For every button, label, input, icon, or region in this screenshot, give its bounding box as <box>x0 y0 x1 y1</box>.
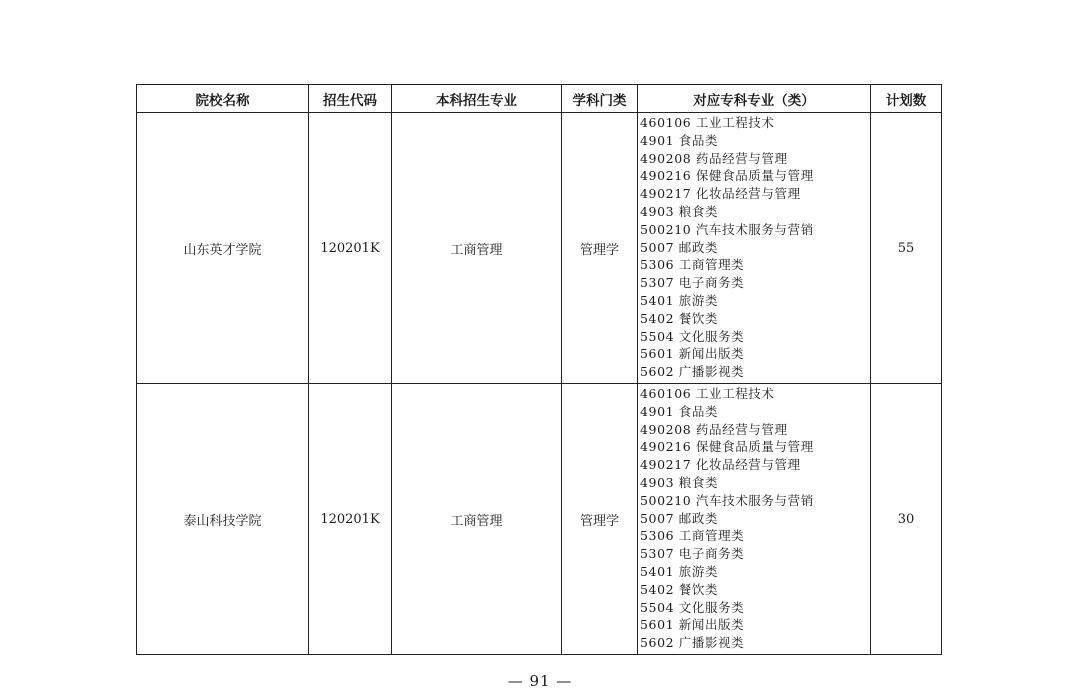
related-major-item: 5306 工商管理类 <box>640 257 745 273</box>
related-major-item: 5402 餐饮类 <box>640 310 719 326</box>
related-majors-list <box>640 114 870 381</box>
related-major-item: 5504 文化服务类 <box>640 328 745 344</box>
enrollment-code-cell: 120201K <box>309 113 392 384</box>
table-header-row <box>137 85 942 113</box>
related-major-item: 5602 广播影视类 <box>640 635 745 651</box>
related-major-item: 460106 工业工程技术 <box>640 386 775 401</box>
header-discipline-category: 学科门类 <box>562 85 638 113</box>
header-undergraduate-major: 本科招生专业 <box>392 85 562 113</box>
related-major-item: 5601 新闻出版类 <box>640 346 745 362</box>
plan-count-cell: 30 <box>871 384 942 655</box>
related-majors-list <box>640 385 870 652</box>
related-major-item: 5007 邮政类 <box>640 239 719 255</box>
table-row <box>137 384 942 655</box>
related-major-item: 5402 餐饮类 <box>640 581 719 597</box>
related-major-item: 4903 粮食类 <box>640 203 719 219</box>
related-major-item: 5007 邮政类 <box>640 510 719 526</box>
category-cell: 管理学 <box>562 113 638 384</box>
related-major-item: 4901 食品类 <box>640 132 719 148</box>
related-major-item: 460106 工业工程技术 <box>640 115 775 130</box>
related-majors-cell <box>638 384 871 655</box>
table-row <box>137 113 942 384</box>
related-major-item: 4901 食品类 <box>640 403 719 419</box>
related-majors-cell <box>638 113 871 384</box>
related-major-item: 5307 电子商务类 <box>640 275 745 291</box>
enrollment-code-cell: 120201K <box>309 384 392 655</box>
related-major-item: 490217 化妆品经营与管理 <box>640 186 801 202</box>
enrollment-plan-table <box>136 84 942 655</box>
header-related-majors: 对应专科专业（类） <box>638 85 871 113</box>
category-cell: 管理学 <box>562 384 638 655</box>
related-major-item: 500210 汽车技术服务与营销 <box>640 492 814 508</box>
header-school-name: 院校名称 <box>137 85 309 113</box>
major-cell: 工商管理 <box>392 384 562 655</box>
related-major-item: 490217 化妆品经营与管理 <box>640 457 801 473</box>
related-major-item: 490216 保健食品质量与管理 <box>640 439 814 455</box>
major-cell: 工商管理 <box>392 113 562 384</box>
school-name-cell: 泰山科技学院 <box>137 384 309 655</box>
page-number: — 91 — <box>507 672 573 690</box>
related-major-item: 5306 工商管理类 <box>640 528 745 544</box>
related-major-item: 5401 旅游类 <box>640 292 719 308</box>
related-major-item: 5601 新闻出版类 <box>640 617 745 633</box>
header-plan-count: 计划数 <box>871 85 942 113</box>
plan-count-cell: 55 <box>871 113 942 384</box>
related-major-item: 490208 药品经营与管理 <box>640 150 788 166</box>
related-major-item: 490208 药品经营与管理 <box>640 421 788 437</box>
related-major-item: 5307 电子商务类 <box>640 546 745 562</box>
related-major-item: 5401 旅游类 <box>640 563 719 579</box>
related-major-item: 4903 粮食类 <box>640 474 719 490</box>
related-major-item: 5504 文化服务类 <box>640 599 745 615</box>
related-major-item: 500210 汽车技术服务与营销 <box>640 221 814 237</box>
related-major-item: 5602 广播影视类 <box>640 364 745 380</box>
related-major-item: 490216 保健食品质量与管理 <box>640 168 814 184</box>
header-enrollment-code: 招生代码 <box>309 85 392 113</box>
school-name-cell: 山东英才学院 <box>137 113 309 384</box>
